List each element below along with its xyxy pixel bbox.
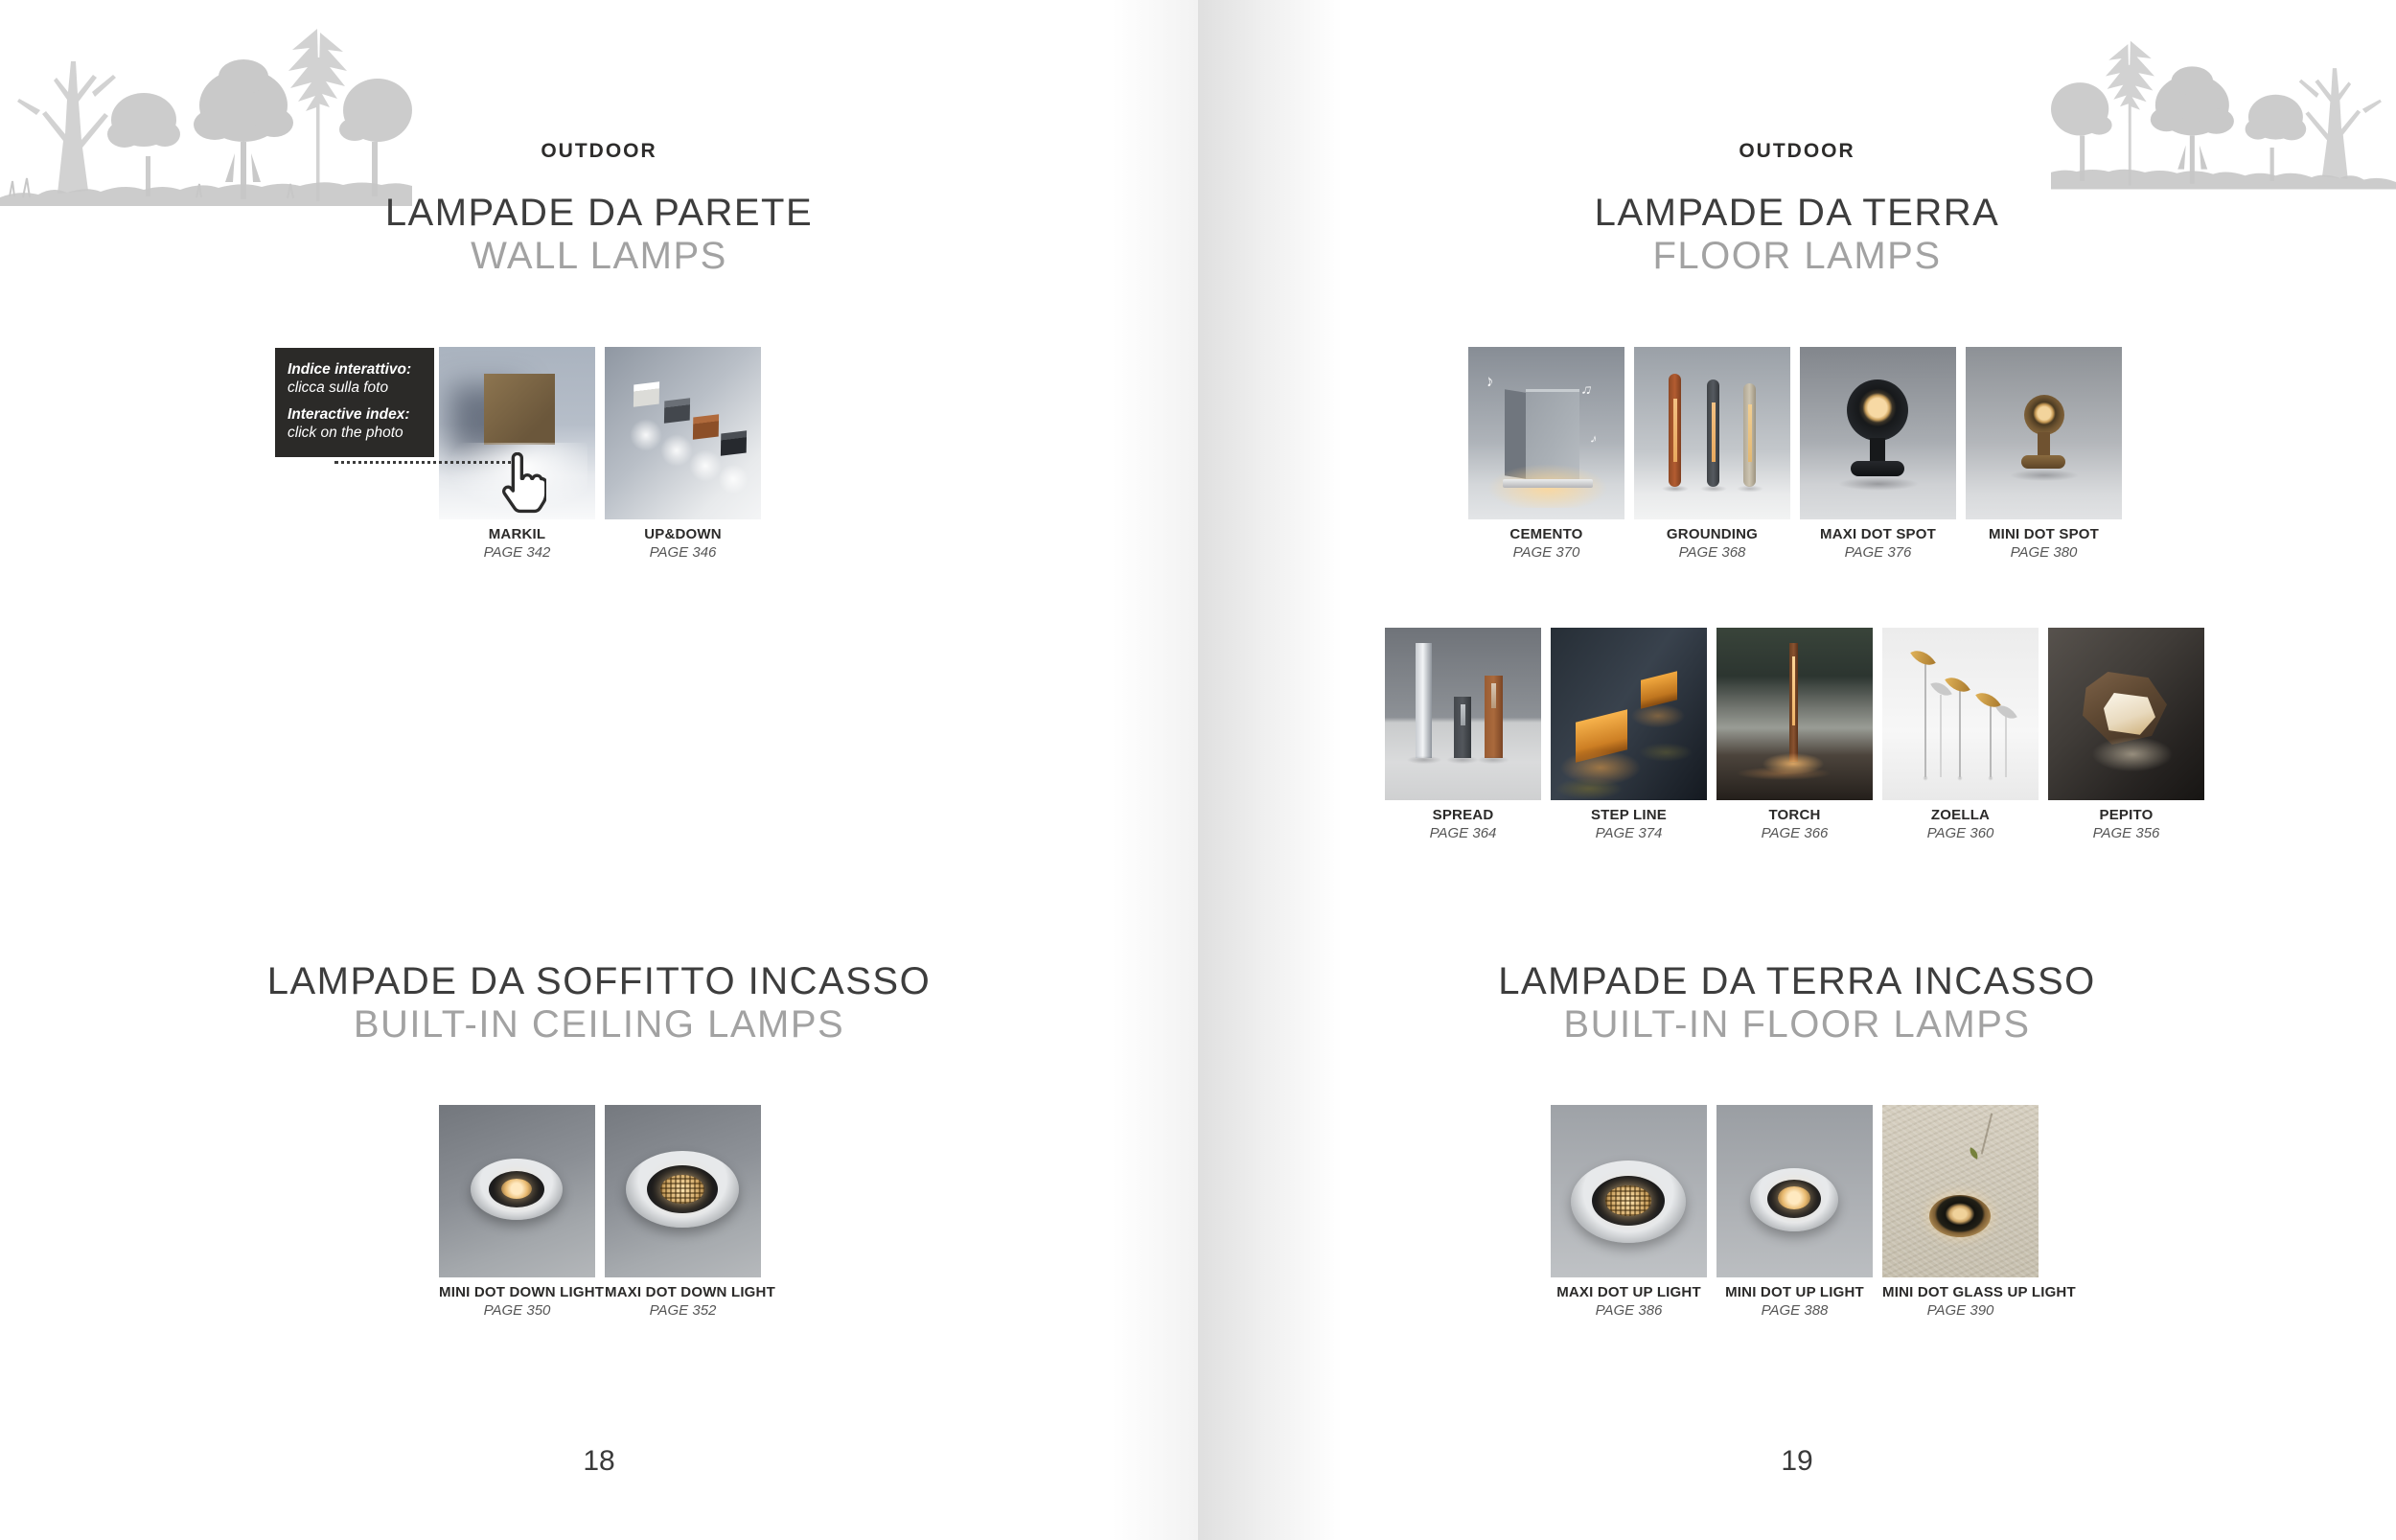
product-card-mini-dot-up-light[interactable]: [1716, 1105, 1873, 1319]
spotlight-stem-shape: [2038, 432, 2050, 457]
spotlight-base-shape: [1851, 461, 1904, 476]
product-photo-mini-dot-up-light[interactable]: [1716, 1105, 1873, 1277]
product-photo-spread[interactable]: [1385, 628, 1541, 800]
music-note-icon: ♫: [1579, 380, 1594, 399]
page-number: 18: [583, 1445, 615, 1477]
tree-silhouette-decoration: [2051, 0, 2396, 206]
product-page-ref: PAGE 390: [1926, 1302, 1994, 1319]
music-note-icon: ♪: [1588, 430, 1600, 447]
product-name: STEP LINE: [1590, 807, 1668, 823]
product-photo-mini-dot-spot[interactable]: [1966, 347, 2122, 519]
shadow-shape: [1385, 628, 1541, 800]
product-photo-maxi-dot-down-light[interactable]: [605, 1105, 761, 1277]
section-title-italian: LAMPADE DA TERRA INCASSO: [1498, 960, 2096, 1002]
product-page-ref: PAGE 374: [1595, 825, 1663, 841]
product-photo-maxi-dot-up-light[interactable]: [1551, 1105, 1707, 1277]
product-photo-grounding[interactable]: [1634, 347, 1790, 519]
left-page-header: OUTDOOR: [541, 140, 657, 162]
floor-lamps-row-2: [1385, 628, 2204, 841]
wall-cube-lamp-shape: [484, 374, 555, 445]
product-card-torch[interactable]: [1716, 628, 1873, 841]
product-card-step-line[interactable]: [1551, 628, 1707, 841]
light-glow-shape: [1551, 628, 1707, 800]
product-card-maxi-dot-up-light[interactable]: [1551, 1105, 1707, 1319]
product-card-pepito[interactable]: [2048, 628, 2204, 841]
product-card-cemento[interactable]: [1468, 347, 1624, 561]
product-card-mini-dot-down-light[interactable]: [439, 1105, 605, 1319]
product-name: MAXI DOT SPOT: [1820, 526, 1936, 542]
shadow-shape: [2010, 470, 2079, 481]
base-feet-shape: [1882, 628, 2039, 800]
product-page-ref: PAGE 366: [1761, 825, 1829, 841]
product-name: MINI DOT SPOT: [1988, 526, 2100, 542]
product-photo-cemento[interactable]: [1468, 347, 1624, 519]
product-page-ref: PAGE 388: [1761, 1302, 1829, 1319]
spotlight-head-shape: [2024, 395, 2064, 435]
section-title-english: WALL LAMPS: [471, 235, 727, 277]
product-name: CEMENTO: [1509, 526, 1583, 542]
dotted-connector-line: [334, 461, 518, 464]
leaf-shape: [1968, 1147, 1981, 1159]
section-title-english: BUILT-IN CEILING LAMPS: [353, 1003, 845, 1046]
product-page-ref: PAGE 364: [1429, 825, 1497, 841]
product-page-ref: PAGE 346: [649, 544, 717, 561]
built-in-floor-lamps-row: [1551, 1105, 2076, 1319]
warm-lens-shape: [501, 1179, 532, 1199]
spotlight-base-shape: [2021, 455, 2065, 469]
product-photo-mini-dot-down-light[interactable]: [439, 1105, 595, 1277]
hand-cursor-icon: [495, 452, 546, 514]
tooltip-line-english-bold: Interactive index:: [288, 406, 410, 423]
product-name: MAXI DOT DOWN LIGHT: [605, 1284, 775, 1300]
floor-lamps-row-1: [1468, 347, 2122, 561]
tree-silhouette-decoration: [0, 0, 412, 206]
shadow-shape: [1634, 347, 1790, 519]
product-page-ref: PAGE 376: [1844, 544, 1912, 561]
product-card-spread[interactable]: [1385, 628, 1541, 841]
grid-lens-shape: [1605, 1185, 1651, 1216]
tooltip-line-english: click on the photo: [288, 425, 403, 441]
section-title-italian: LAMPADE DA TERRA: [1594, 192, 2000, 234]
product-page-ref: PAGE 360: [1926, 825, 1994, 841]
product-card-maxi-dot-spot[interactable]: [1800, 347, 1956, 561]
product-photo-pepito[interactable]: [2048, 628, 2204, 800]
music-note-icon: ♪: [1483, 371, 1496, 391]
product-name: MARKIL: [488, 526, 546, 542]
product-name: MINI DOT GLASS UP LIGHT: [1882, 1284, 2076, 1300]
product-card-mini-dot-glass-up-light[interactable]: [1882, 1105, 2076, 1319]
light-glow-shape: [605, 347, 761, 519]
ceiling-lamps-row: [439, 1105, 775, 1319]
product-card-zoella[interactable]: [1882, 628, 2039, 841]
product-card-mini-dot-spot[interactable]: [1966, 347, 2122, 561]
product-card-maxi-dot-down-light[interactable]: [605, 1105, 775, 1319]
section-title-english: BUILT-IN FLOOR LAMPS: [1563, 1003, 2031, 1046]
product-name: SPREAD: [1432, 807, 1494, 823]
recessed-light-ring-shape: [1929, 1195, 1991, 1237]
product-photo-updown[interactable]: [605, 347, 761, 519]
wall-lamps-row: [439, 347, 761, 561]
light-glow-shape: [2048, 628, 2204, 800]
product-page-ref: PAGE 350: [483, 1302, 551, 1319]
product-page-ref: PAGE 342: [483, 544, 551, 561]
product-photo-torch[interactable]: [1716, 628, 1873, 800]
section-title-english: FLOOR LAMPS: [1652, 235, 1942, 277]
page-number: 19: [1781, 1445, 1813, 1477]
product-page-ref: PAGE 368: [1678, 544, 1746, 561]
product-photo-mini-dot-glass-up-light[interactable]: [1882, 1105, 2039, 1277]
section-title-italian: LAMPADE DA SOFFITTO INCASSO: [266, 960, 932, 1002]
spotlight-head-shape: [1847, 379, 1908, 441]
product-name: TORCH: [1768, 807, 1821, 823]
section-title-italian: LAMPADE DA PARETE: [384, 192, 814, 234]
product-name: ZOELLA: [1930, 807, 1991, 823]
interactive-index-tooltip: [275, 348, 434, 457]
product-page-ref: PAGE 370: [1512, 544, 1580, 561]
product-page-ref: PAGE 352: [649, 1302, 717, 1319]
product-photo-zoella[interactable]: [1882, 628, 2039, 800]
product-page-ref: PAGE 356: [2092, 825, 2160, 841]
right-page-header: OUTDOOR: [1739, 140, 1855, 162]
spotlight-stem-shape: [1870, 438, 1885, 464]
stone-crack-shape: [1981, 1113, 1993, 1154]
product-page-ref: PAGE 380: [2010, 544, 2078, 561]
product-name: GROUNDING: [1666, 526, 1759, 542]
product-photo-maxi-dot-spot[interactable]: [1800, 347, 1956, 519]
product-card-grounding[interactable]: [1634, 347, 1790, 561]
light-glow-shape: [1716, 628, 1873, 800]
warm-lens-shape: [1778, 1186, 1810, 1209]
product-card-updown[interactable]: [605, 347, 761, 561]
tooltip-line-italian: clicca sulla foto: [288, 379, 389, 396]
base-plate-shape: [1503, 479, 1593, 488]
product-page-ref: PAGE 386: [1595, 1302, 1663, 1319]
product-name: PEPITO: [2099, 807, 2154, 823]
product-name: MAXI DOT UP LIGHT: [1556, 1284, 1701, 1300]
product-name: UP&DOWN: [644, 526, 722, 542]
tooltip-line-italian-bold: Indice interattivo:: [288, 361, 412, 378]
product-name: MINI DOT DOWN LIGHT: [439, 1284, 605, 1300]
grid-lens-shape: [660, 1175, 704, 1204]
shadow-shape: [1838, 477, 1919, 491]
product-photo-step-line[interactable]: [1551, 628, 1707, 800]
product-name: MINI DOT UP LIGHT: [1725, 1284, 1864, 1300]
